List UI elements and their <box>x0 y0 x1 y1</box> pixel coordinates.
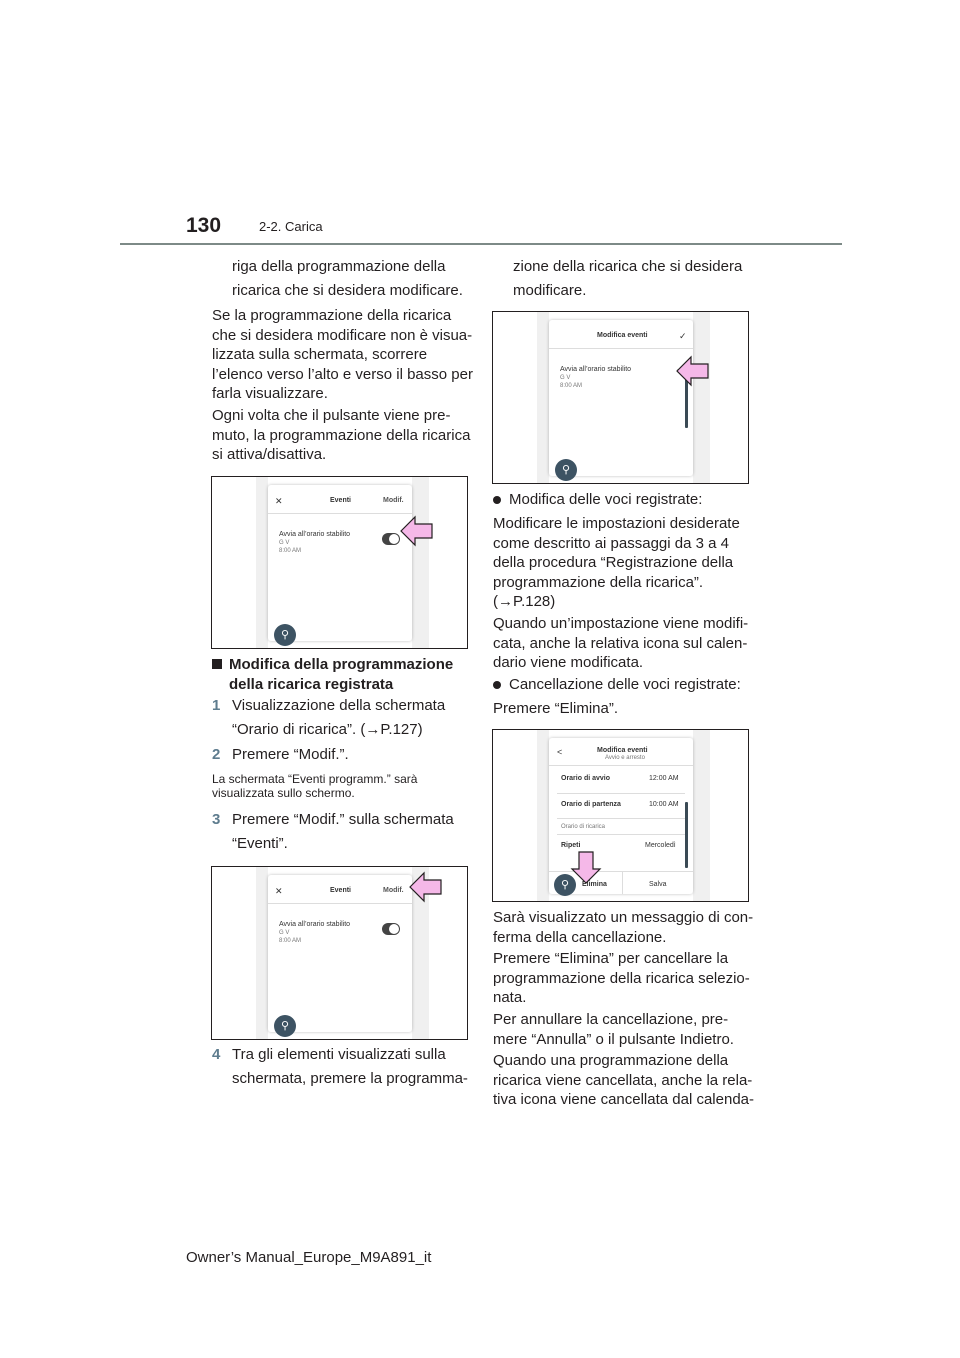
eventi-screen <box>268 485 412 641</box>
check-icon[interactable]: ✓ <box>679 331 687 341</box>
close-icon[interactable]: ✕ <box>275 886 283 896</box>
bullet-cancel: Cancellazione delle voci registrate: <box>493 675 741 695</box>
note: La schermata “Eventi programm.” sarà visualizzata sullo schermo. <box>212 772 418 800</box>
modifica-screen <box>549 320 693 476</box>
paragraph-cancel: Per annullare la cancellazione, pre- mere “Annulla” o il pulsante Indietro. <box>493 1011 734 1048</box>
item-days: G V <box>279 930 290 936</box>
cont-line-1: zione della ricarica che si desidera <box>513 258 743 275</box>
intro-line-1: riga della programmazione della <box>232 258 446 275</box>
detail-title: Modifica eventi <box>597 747 648 754</box>
item-days: G V <box>560 375 571 381</box>
eventi-screen-2 <box>268 875 412 1032</box>
item-title[interactable]: Avvia all’orario stabilito <box>279 531 351 538</box>
cont-line-2: modificare. <box>513 282 587 299</box>
eventi-title: Eventi <box>330 497 352 504</box>
search-icon[interactable]: ⚲ <box>274 1015 296 1037</box>
schedule-toggle[interactable] <box>382 923 400 935</box>
charging-section-label: Orario di ricarica <box>561 824 606 830</box>
paragraph-confirm: Sarà visualizzato un messaggio di con- ferma della cancellazione. <box>493 909 754 946</box>
step-1: 1 Visualizzazione della schermata <box>212 697 446 714</box>
close-icon[interactable]: ✕ <box>275 496 283 506</box>
item-days: G V <box>279 540 290 546</box>
pointer-arrow-icon <box>400 515 434 547</box>
pointer-arrow-icon <box>409 871 443 903</box>
intro-line-2: ricarica che si desidera modificare. <box>232 282 463 299</box>
paragraph-press-elimina: Premere “Elimina” per cancellare la programmazione della ricarica selezio- nata. <box>493 950 750 1007</box>
delete-button[interactable]: Elimina <box>582 881 607 888</box>
save-button[interactable]: Salva <box>649 881 667 888</box>
figure-modifica-detail <box>492 729 749 902</box>
step-3: 3 Premere “Modif.” sulla schermata <box>212 811 454 828</box>
step-3-line-2: “Eventi”. <box>232 835 288 852</box>
scrollbar[interactable] <box>685 802 688 868</box>
step-4: 4 Tra gli elementi visualizzati sulla <box>212 1046 446 1063</box>
eventi-title: Eventi <box>330 887 352 894</box>
modifica-title: Modifica eventi <box>597 332 648 339</box>
departure-time-label: Orario di partenza <box>561 801 621 808</box>
paragraph-modify: Modificare le impostazioni desiderate come descritto ai passaggi da 3 a 4 della procedura “Registrazione della programmazione della ricarica”. (→P.128) <box>493 515 740 611</box>
item-title[interactable]: Avvia all’orario stabilito <box>560 366 632 373</box>
figure-eventi-modif <box>211 866 468 1040</box>
page-number: 130 <box>186 214 222 237</box>
search-icon[interactable]: ⚲ <box>274 624 296 646</box>
start-time-label: Orario di avvio <box>561 775 611 782</box>
search-icon[interactable]: ⚲ <box>555 459 577 481</box>
paragraph-toggle: Ogni volta che il pulsante viene pre- muto, la programmazione della ricarica si attiva/disattiva. <box>212 407 471 464</box>
pointer-arrow-icon <box>676 355 710 387</box>
pointer-arrow-down-icon <box>570 850 602 884</box>
paragraph-icon-change: Quando un’impostazione viene modifi- cata, anche la relativa icona sul calen- dario viene modificata. <box>493 615 749 672</box>
departure-time-value[interactable]: 10:00 AM <box>649 801 679 808</box>
item-time: 8:00 AM <box>279 938 302 944</box>
step-1-line-2: “Orario di ricarica”. (→P.127) <box>232 721 423 738</box>
section-title: 2-2. Carica <box>259 219 323 234</box>
start-time-value[interactable]: 12:00 AM <box>649 775 679 782</box>
item-time: 8:00 AM <box>560 383 583 389</box>
step-4-line-2: schermata, premere la programma- <box>232 1070 468 1087</box>
modif-button[interactable]: Modif. <box>383 887 404 894</box>
paragraph-scroll: Se la programmazione della ricarica che si desidera modificare non è visua- lizzata sulla schermata, scorrere l’elenco verso l’alto e verso il basso per farla visualizzare. <box>212 307 473 403</box>
back-icon[interactable]: < <box>557 747 563 757</box>
schedule-toggle[interactable] <box>382 533 400 545</box>
bullet-modifica: Modifica delle voci registrate: <box>493 490 702 510</box>
detail-subtitle: Avvio e arresto <box>605 755 645 761</box>
section-heading: Modifica della programmazione della ricarica registrata <box>212 655 453 694</box>
item-title[interactable]: Avvia all’orario stabilito <box>279 921 351 928</box>
paragraph-deleted-icon: Quando una programmazione della ricarica viene cancellata, anche la rela- tiva icona viene cancellata dal calenda- <box>493 1052 754 1109</box>
footer-text: Owner’s Manual_Europe_M9A891_it <box>186 1249 432 1266</box>
figure-eventi-toggle <box>211 476 468 649</box>
paragraph-press-delete: Premere “Elimina”. <box>493 700 619 717</box>
repeat-value[interactable]: Mercoledì <box>645 842 676 849</box>
figure-modifica-eventi <box>492 311 749 484</box>
repeat-label: Ripeti <box>561 842 581 849</box>
item-time: 8:00 AM <box>279 548 302 554</box>
header-rule <box>120 243 842 245</box>
step-2: 2 Premere “Modif.”. <box>212 746 349 763</box>
modif-button[interactable]: Modif. <box>383 497 404 504</box>
search-icon[interactable]: ⚲ <box>554 874 576 896</box>
